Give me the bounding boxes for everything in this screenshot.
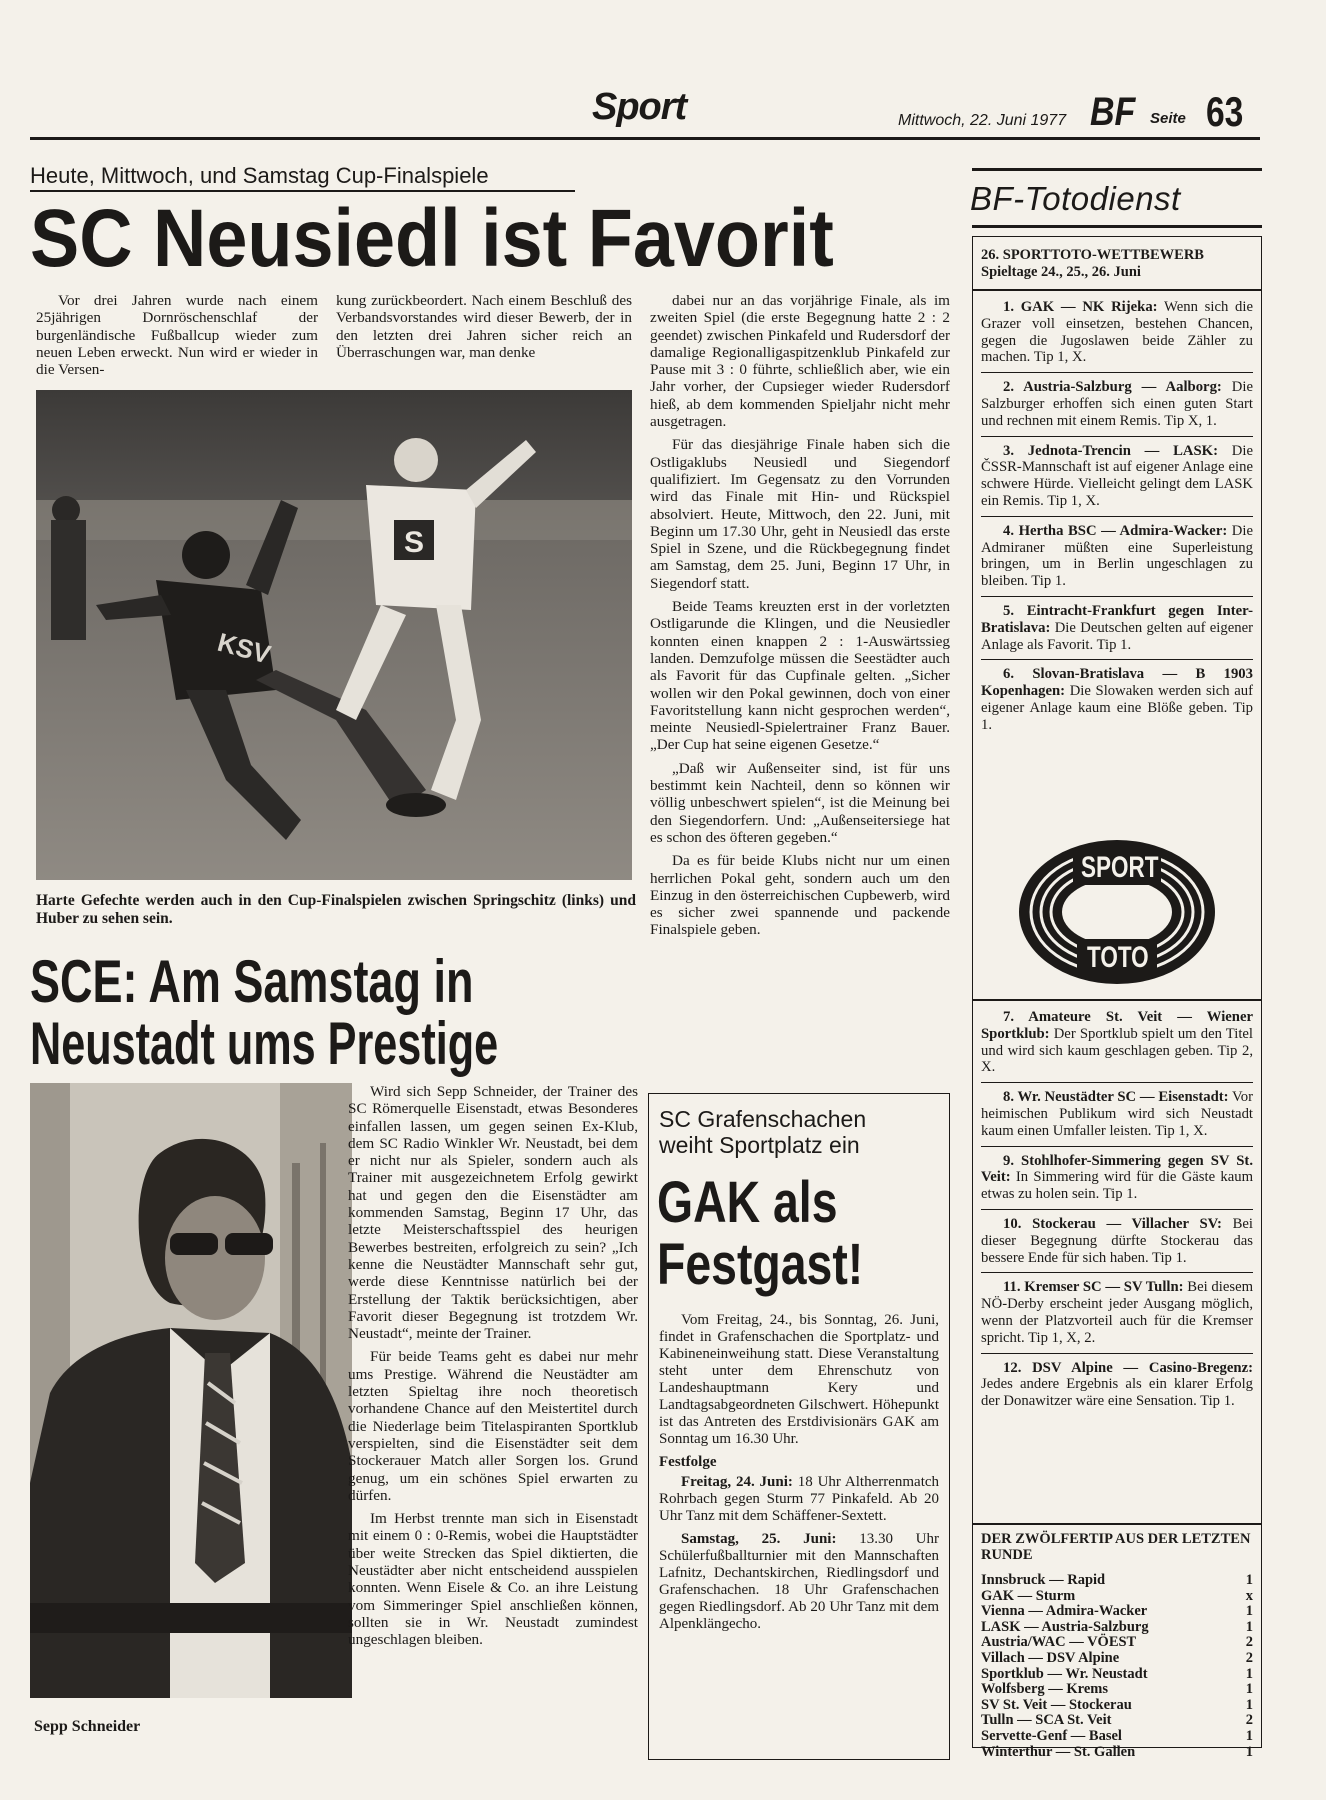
tip-9: 9. Stohlhofer-Simmering gegen SV St. Veit: In Simmering wird für die Gäste kaum etwas zu holen sein. Tip 1. (981, 1152, 1254, 1203)
issue-date: Mittwoch, 22. Juni 1977 (898, 112, 1067, 129)
results-heading: DER ZWÖLFERTIP AUS DER LETZTEN RUNDE (981, 1531, 1251, 1563)
results-row: SV St. Veit — Stockerau 1 (981, 1696, 1253, 1713)
article3-box (648, 1093, 950, 1760)
tip-divider (981, 1082, 1253, 1083)
results-row: Servette-Genf — Basel 1 (981, 1727, 1253, 1744)
article1-headline: SC Neusiedl ist Favorit (30, 193, 834, 284)
tip-11: 11. Kremser SC — SV Tulln: Bei diesem NÖ-Derby erscheint jeder Ausgang möglich, wenn der Platzvorteil auch für die Kremser spricht. Tip 1, X, 2. (981, 1279, 1254, 1346)
results-row: GAK — Sturm x (981, 1587, 1253, 1604)
football-photo-illustration (36, 390, 632, 880)
results-row: Wolfsberg — Krems 1 (981, 1681, 1253, 1698)
tip-5: 5. Eintracht-Frankfurt gegen Inter-Bratislava: Die Deutschen gelten auf eigener Anlage als Favorit. Tip 1. (981, 602, 1254, 653)
article3-headline-line2: Festgast! (657, 1232, 864, 1297)
article3-headline-line1: GAK als (657, 1170, 838, 1235)
results-row: Sportklub — Wr. Neustadt 1 (981, 1665, 1253, 1682)
results-row: Austria/WAC — VÖEST 2 (981, 1634, 1253, 1651)
page-number: 63 (1206, 88, 1244, 135)
article1-col2-intro: kung zurückbeordert. Nach einem Beschluß des Verbandsvorstandes wird dieser Bewerb, der in den letzten drei Jahren sicher reich an Überraschungen war, man denke (336, 292, 632, 361)
festfolge-label: Festfolge (659, 1454, 717, 1470)
kicker-underline (30, 190, 575, 192)
tip-divider (981, 436, 1253, 437)
article3-body: Vom Freitag, 24., bis Sonntag, 26. Juni, findet in Grafenschachen die Sportplatz- und Kabineneinweihung statt. Diese Veranstaltung steht unter dem Ehrenschutz von Landeshauptmann Kery und Landtagsabgeordneten Gilschwert. Höhepunkt ist das Antreten des Erstdivisionärs GAK am Sonntag um 16.30 Uhr. Festfolge Freitag, 24. Juni: 18 Uhr Altherrenmatch Rohrbach gegen Sturm 77 Pinkafeld. Ab 20 Uhr Tanz mit dem Schäffener-Sextett. Samstag, 25. Juni: 13.30 Uhr Schülerfußballturnier mit den Mannschaften Lafnitz, Dechantskirchen, Riedlingsdorf und Grafenschachen. 18 Uhr Grafenschachen gegen Riedlingsdorf. Ab 20 Uhr Tanz mit dem Alpenklängecho. (659, 1312, 940, 1632)
results-row: LASK — Austria-Salzburg 1 (981, 1618, 1253, 1635)
results-row: Innsbruck — Rapid 1 (981, 1572, 1253, 1588)
tip-divider (981, 516, 1253, 517)
results-row: Winterthur — St. Gallen 1 (981, 1743, 1253, 1760)
sidebar-tips-bottom (981, 1009, 1253, 1416)
article2-photo-caption: Sepp Schneider (34, 1718, 141, 1735)
football-match-photo (36, 390, 632, 880)
tip-divider (981, 372, 1253, 373)
results-row: Villach — DSV Alpine 2 (981, 1649, 1253, 1666)
results-table (981, 1573, 1253, 1760)
tip-divider (981, 1146, 1253, 1147)
article1-col3: dabei nur an das vorjährige Finale, als im zweiten Spiel (die erste Begegnung hatte 2 : 2 geendet) zwischen Pinkafeld und Rudersdorf der damalige Regionalligaspitzenklub Pinkafeld zur Pause mit 3 : 0 führte, schließlich aber, wie ein Jahr vorher, der Cupsieger wieder Rudersdorf hieß, ab dem kommenden Spieljahr nicht mehr ausgetragen. Für das diesjährige Finale haben sich die Ostligaklubs Neusiedl und Siegendorf qualifiziert. Im Gegensatz zu den Vorrunden wird das Finale mit Hin- und Rückspiel absolviert. Heute, Mittwoch, den 22. Juni, mit Beginn um 17.30 Uhr, geht in Neusiedl das erste Spiel in Szene, und die Rückbegegnung findet am Samstag, dem 25. Juni, Beginn 17 Uhr, in Siegendorf statt. Beide Teams kreuzten erst in der vorletzten Ostligarunde die Klingen, und die Neusiedler konnten einen knappen 2 : 1-Auswärtssieg landen. Demzufolge müssen die Seestädter auch als Favorit für das Cupfinale gelten. „Sicher wollen wir den Pokal gewinnen, doch von einer Favoritstellung kann nicht gesprochen werden“, meinte Neusiedl-Spielertrainer Franz Bauer. „Der Cup hat seine eigenen Gesetze.“ „Daß wir Außenseiter sind, ist für uns bestimmt kein Nachteil, denn so können wir völlig unbeschwert spielen“, ist die Meinung bei den Siegendorfern. Und: „Außenseitersiege hat es schon des öfteren gegeben.“ Da es für beide Klubs nicht nur um einen herrlichen Pokal geht, sondern auch um den Einzug in den österreichischen Cupbewerb, wird es sicher zwei spannende und packende Finalspiele geben. (650, 292, 950, 939)
festfolge-day1: Freitag, 24. Juni: 18 Uhr Altherrenmatch Rohrbach gegen Sturm 77 Pinkafeld. Ab 20 Uhr Tanz mit dem Schäffener-Sextett. (659, 1474, 940, 1524)
tip-10: 10. Stockerau — Villacher SV: Bei dieser Begegnung dürfte Stockerau das bessere Ende für sich haben. Tip 1. (981, 1215, 1253, 1266)
brand-logo: BF (1090, 90, 1136, 134)
tip-4: 4. Hertha BSC — Admira-Wacker: Die Admiraner müßten eine Superleistung bringen, um in Berlin ungeschlagen zu bleiben. Tip 1. (981, 522, 1254, 590)
article3-kicker-line2: weiht Sportplatz ein (659, 1132, 860, 1158)
sport-toto-logo-bottom: TOTO (1087, 941, 1149, 974)
tip-divider (981, 596, 1253, 597)
sidebar-heading-rule (973, 289, 1261, 291)
svg-text:S: S (404, 526, 425, 559)
article1-col1-intro: Vor drei Jahren wurde nach einem 25jährigen Dornröschenschlaf der burgenländische Fußballcup wieder zum neuen Leben erweckt. Nun wird er wieder in die Versen- (36, 292, 318, 379)
sidebar-title: BF-Totodienst (970, 180, 1181, 217)
sidebar-title-rule (972, 225, 1262, 228)
results-top-rule (973, 1523, 1261, 1525)
sport-toto-logo-top: SPORT (1081, 851, 1159, 884)
page-label: Seite (1150, 110, 1186, 127)
article3-kicker-line1: SC Grafenschachen (659, 1106, 867, 1132)
article1-photo-caption: Harte Gefechte werden auch in den Cup-Finalspielen zwischen Springschitz (links) und Huber zu sehen sein. (36, 892, 636, 927)
section-title: Sport (592, 86, 687, 128)
tip-2: 2. Austria-Salzburg — Aalborg: Die Salzburger erhoffen sich einen guten Start und rechnen mit einem Remis. Tip X, 1. (981, 379, 1253, 429)
article2-body: Wird sich Sepp Schneider, der Trainer des SC Römerquelle Eisenstadt, etwas Besonderes einfallen lassen, um gegen seinen Ex-Klub, dem SC Radio Winkler Wr. Neustadt, bei dem er nicht nur als Spieler, sondern auch als Trainer mit ausgezeichnetem Erfolg gewirkt hat und gegen den die Eisenstädter am kommenden Samstag, Beginn 17 Uhr, das letzte Meisterschaftsspiel des heurigen Bewerbes bestreiten, erfolgreich zu sein? „Ich kenne die Neustädter Mannschaft sehr gut, werde diese Kenntnisse natürlich bei der Erstellung der Taktik berücksichtigen, aber Favorit dieser Begegnung ist trotzdem Wr. Neustadt“, meinte der Trainer. Für beide Teams geht es dabei nur mehr ums Prestige. Während die Neustädter am letzten Spieltag ihre noch theoretisch vorhandene Chance auf den Meistertitel durch die Niederlage beim Titelaspiranten Sportklub verspielten, sind die Eisenstädter seit dem Stockerauer Match aller Sorgen los. Grund genug, um ein schönes Spiel erwarten zu dürfen. Im Herbst trennte man sich in Eisenstadt mit einem 0 : 0-Remis, wobei die Hauptstädter über weite Strecken das Spiel diktierten, die Neustädter aber nicht entscheidend ausspielen konnten. Wenn Eisele & Co. an ihre Leistung vom Simmeringer Spiel anschließen können, sollten sie in Wr. Neustadt zumindest ungeschlagen bleiben. (348, 1083, 638, 1649)
portrait-illustration (30, 1083, 352, 1698)
svg-text:KSV: KSV (214, 626, 274, 670)
article2-headline-line1: SCE: Am Samstag in (30, 948, 474, 1015)
sepp-schneider-photo (30, 1083, 352, 1698)
tip-1: 1. GAK — NK Rijeka: Wenn sich die Grazer voll einsetzen, bestehen Chancen, gegen die Jugoslawen beide Zähler zu machen. Tip 1, X. (981, 299, 1253, 366)
tip-divider (981, 1353, 1253, 1354)
tip-7: 7. Amateure St. Veit — Wiener Sportklub: Der Sportklub spielt um den Titel und wird sich kaum geschlagen geben. Tip 2, X. (981, 1009, 1254, 1076)
festfolge-day2: Samstag, 25. Juni: 13.30 Uhr Schülerfußballturnier mit den Mannschaften Lafnitz, Dechantskirchen, Riedlingsdorf und Grafenschachen. 18 Uhr Grafenschachen gegen Riedlingsdorf. Ab 20 Uhr Tanz mit dem Alpenklängecho. (659, 1531, 940, 1632)
article2-headline-line2: Neustadt ums Prestige (30, 1010, 499, 1077)
tip-divider (981, 1272, 1253, 1273)
sidebar-top-rule (972, 168, 1262, 171)
tip-3: 3. Jednota-Trencin — LASK: Die ČSSR-Mannschaft ist auf eigener Anlage eine schwere Hürde. Vielleicht gelingt dem LASK ein Remis. Tip 1, X. (981, 442, 1253, 509)
logo-bottom-rule (973, 999, 1261, 1001)
sport-toto-logo (1017, 837, 1217, 987)
masthead-rule (30, 137, 1260, 140)
sidebar-box (972, 236, 1262, 1760)
tip-6: 6. Slovan-Bratislava — B 1903 Kopenhagen: Die Slowaken werden sich auf eigener Anlage kaum eine Blöße geben. Tip 1. (981, 666, 1253, 733)
sidebar-heading: 26. SPORTTOTO-WETTBEWERB Spieltage 24., 25., 26. Juni (981, 247, 1204, 280)
results-row: Vienna — Admira-Wacker 1 (981, 1603, 1253, 1620)
tip-divider (981, 1209, 1253, 1210)
article1-kicker: Heute, Mittwoch, und Samstag Cup-Finalspiele (30, 163, 489, 188)
tip-divider (981, 659, 1253, 660)
results-row: Tulln — SCA St. Veit 2 (981, 1712, 1253, 1729)
tip-8: 8. Wr. Neustädter SC — Eisenstadt: Vor heimischen Publikum wird sich Neustadt kaum einen Umfaller leisten. Tip 1, X. (981, 1089, 1253, 1139)
tip-12: 12. DSV Alpine — Casino-Bregenz: Jedes andere Ergebnis als ein klarer Erfolg der Donawitzer wäre eine Sensation. Tip 1. (981, 1359, 1253, 1410)
sidebar-tips-top (981, 299, 1253, 740)
